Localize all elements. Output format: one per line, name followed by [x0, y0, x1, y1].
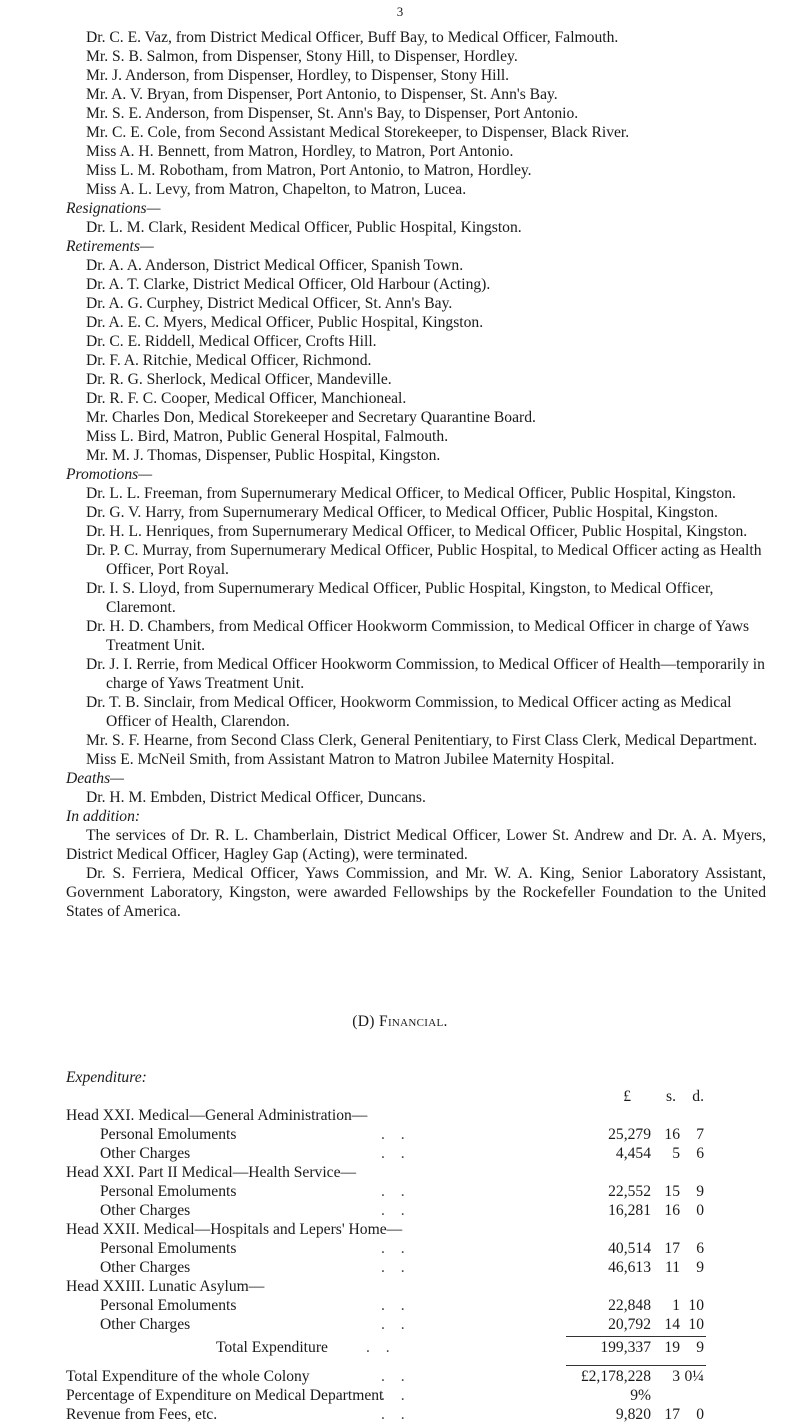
page-number: 3 [396, 4, 404, 19]
expenditure-row [66, 1144, 766, 1163]
row-label: Total Expenditure of the whole Colony [66, 1368, 310, 1385]
expenditure-head-row [66, 1277, 766, 1296]
leader-dots: . . [381, 1368, 411, 1385]
shillings-value: 16 [664, 1126, 680, 1143]
leader-dots: . . [381, 1406, 411, 1423]
leader-dots: . . [381, 1183, 411, 1200]
transfer-item: Miss A. H. Bennett, from Matron, Hordley, to Matron, Port Antonio. [86, 143, 514, 160]
total-pence: 9 [696, 1339, 704, 1356]
shillings-value: 16 [664, 1202, 680, 1219]
leader-dots: . . [381, 1202, 411, 1219]
retirement-item: Dr. A. G. Curphey, District Medical Officer, St. Ann's Bay. [86, 295, 453, 312]
pounds-unit: £ [623, 1088, 631, 1105]
row-label: Other Charges [100, 1316, 191, 1333]
pence-value: 6 [696, 1145, 704, 1162]
transfer-item: Mr. S. E. Anderson, from Dispenser, St. Ann's Bay, to Dispenser, Port Antonio. [86, 105, 579, 122]
total-rule-bottom [566, 1365, 706, 1366]
deaths-heading: Deaths— [66, 770, 125, 787]
expenditure-head-row [66, 1106, 766, 1125]
leader-dots: . . [381, 1316, 411, 1333]
pence-value: 0 [696, 1406, 704, 1423]
pence-value: 0 [696, 1202, 704, 1219]
row-label: Revenue from Fees, etc. [66, 1406, 218, 1423]
pence-value: 0¼ [684, 1368, 704, 1385]
promotion-item: Dr. L. L. Freeman, from Supernumerary Medical Officer, to Medical Officer, Public Hospital, Kingston. [86, 485, 736, 502]
retirement-item: Mr. M. J. Thomas, Dispenser, Public Hospital, Kingston. [86, 447, 441, 464]
row-label: Head XXI. Part II Medical—Health Service— [66, 1164, 357, 1181]
pounds-value: 4,454 [615, 1145, 651, 1162]
row-label: Personal Emoluments [100, 1126, 237, 1143]
leader-dots: . . [381, 1387, 411, 1404]
retirement-item: Dr. F. A. Ritchie, Medical Officer, Richmond. [86, 352, 372, 369]
retirement-item: Mr. Charles Don, Medical Storekeeper and Secretary Quarantine Board. [86, 409, 536, 426]
expenditure-row [66, 1296, 766, 1315]
promotion-item: Mr. S. F. Hearne, from Second Class Clerk, General Penitentiary, to First Class Clerk, Medical Department. [86, 732, 758, 749]
expenditure-head-row [66, 1220, 766, 1239]
promotion-item: Dr. H. D. Chambers, from Medical Officer Hookworm Commission, to Medical Officer in charge of Yaws Treatment Unit. [86, 618, 750, 654]
promotion-item: Dr. P. C. Murray, from Supernumerary Medical Officer, Public Hospital, to Medical Officer acting as Health Officer, Port Royal. [86, 542, 762, 578]
promotion-item: Dr. J. I. Rerrie, from Medical Officer Hookworm Commission, to Medical Officer of Health—temporarily in charge of Yaws Treatment Unit. [86, 656, 765, 692]
personnel-changes [66, 28, 766, 921]
retirement-item: Dr. R. F. C. Cooper, Medical Officer, Manchioneal. [86, 390, 407, 407]
expenditure-row [66, 1239, 766, 1258]
promotion-item: Miss E. McNeil Smith, from Assistant Matron to Matron Jubilee Maternity Hospital. [86, 751, 615, 768]
total-rule-top [566, 1336, 706, 1337]
resignation-item: Dr. L. M. Clark, Resident Medical Officer, Public Hospital, Kingston. [86, 219, 522, 236]
in-addition-paragraph: Dr. S. Ferriera, Medical Officer, Yaws Commission, and Mr. W. A. King, Senior Laboratory Assistant, Government Laboratory, Kingston, were awarded Fellowships by the Rockefeller Foundation to the United States of America. [66, 865, 766, 920]
pounds-value: £2,178,228 [580, 1368, 651, 1385]
shillings-value: 5 [672, 1145, 680, 1162]
row-label: Other Charges [100, 1259, 191, 1276]
expenditure-summary [66, 1367, 766, 1424]
pence-value: 9 [696, 1183, 704, 1200]
promotion-item: Dr. T. B. Sinclair, from Medical Officer, Hookworm Commission, to Medical Officer acting as Medical Officer of Health, Clarendon. [86, 694, 732, 730]
pence-value: 9 [696, 1259, 704, 1276]
pounds-value: 22,848 [608, 1297, 651, 1314]
row-label: Other Charges [100, 1145, 191, 1162]
in-addition-paragraph: The services of Dr. R. L. Chamberlain, District Medical Officer, Lower St. Andrew and Dr. A. A. Myers, District Medical Officer, Hagley Gap (Acting), were terminated. [66, 827, 766, 863]
retirement-item: Dr. A. T. Clarke, District Medical Officer, Old Harbour (Acting). [86, 276, 491, 293]
retirement-item: Miss L. Bird, Matron, Public General Hospital, Falmouth. [86, 428, 449, 445]
transfer-item: Dr. C. E. Vaz, from District Medical Officer, Buff Bay, to Medical Officer, Falmouth. [86, 29, 619, 46]
death-item: Dr. H. M. Embden, District Medical Officer, Duncans. [86, 789, 426, 806]
retirement-item: Dr. A. A. Anderson, District Medical Officer, Spanish Town. [86, 257, 464, 274]
promotion-item: Dr. I. S. Lloyd, from Supernumerary Medical Officer, Public Hospital, Kingston, to Medical Officer, Claremont. [86, 580, 714, 616]
row-label: Head XXIII. Lunatic Asylum— [66, 1278, 265, 1295]
pence-unit: d. [692, 1088, 704, 1105]
leader-dots: . . [366, 1339, 396, 1356]
row-label: Percentage of Expenditure on Medical Department [66, 1387, 384, 1404]
shillings-unit: s. [666, 1088, 676, 1105]
transfer-item: Miss A. L. Levy, from Matron, Chapelton, to Matron, Lucea. [86, 181, 467, 198]
pounds-value: 22,552 [608, 1183, 651, 1200]
resignations-heading: Resignations— [66, 200, 161, 217]
retirements-heading: Retirements— [66, 238, 154, 255]
expenditure-row [66, 1315, 766, 1334]
expenditure-row [66, 1182, 766, 1201]
promotions-heading: Promotions— [66, 466, 153, 483]
transfers-list [66, 28, 766, 199]
pounds-value: 20,792 [608, 1316, 651, 1333]
expenditure-row [66, 1258, 766, 1277]
shillings-value: 14 [664, 1316, 680, 1333]
leader-dots: . . [381, 1297, 411, 1314]
promotion-item: Dr. H. L. Henriques, from Supernumerary Medical Officer, to Medical Officer, Public Hospital, Kingston. [86, 523, 748, 540]
pounds-value: 9,820 [615, 1406, 651, 1423]
transfer-item: Miss L. M. Robotham, from Matron, Port Antonio, to Matron, Hordley. [86, 162, 532, 179]
shillings-value: 11 [664, 1259, 680, 1276]
shillings-value: 17 [664, 1406, 680, 1423]
row-label: Personal Emoluments [100, 1297, 237, 1314]
pounds-value: 40,514 [608, 1240, 651, 1257]
expenditure-head-row [66, 1163, 766, 1182]
pence-value: 6 [696, 1240, 704, 1257]
promotion-item: Dr. G. V. Harry, from Supernumerary Medical Officer, to Medical Officer, Public Hospital, Kingston. [86, 504, 718, 521]
expenditure-heading: Expenditure: [66, 1069, 147, 1086]
expenditure-row [66, 1405, 766, 1424]
transfer-item: Mr. S. B. Salmon, from Dispenser, Stony Hill, to Dispenser, Hordley. [86, 48, 518, 65]
in-addition-heading: In addition: [66, 808, 141, 825]
pence-value: 7 [696, 1126, 704, 1143]
financial-section-title: (D) Financial. [352, 1013, 448, 1030]
leader-dots: . . [381, 1126, 411, 1143]
row-label: Head XXI. Medical—General Administration— [66, 1107, 368, 1124]
row-label: Head XXII. Medical—Hospitals and Lepers' Home— [66, 1221, 403, 1238]
shillings-value: 1 [672, 1297, 680, 1314]
expenditure-row [66, 1367, 766, 1386]
pounds-value: 16,281 [608, 1202, 651, 1219]
retirement-item: Dr. A. E. C. Myers, Medical Officer, Public Hospital, Kingston. [86, 314, 484, 331]
transfer-item: Mr. A. V. Bryan, from Dispenser, Port Antonio, to Dispenser, St. Ann's Bay. [86, 86, 558, 103]
retirement-item: Dr. C. E. Riddell, Medical Officer, Crofts Hill. [86, 333, 377, 350]
shillings-value: 17 [664, 1240, 680, 1257]
row-label: Other Charges [100, 1202, 191, 1219]
total-pounds: 199,337 [600, 1339, 651, 1356]
leader-dots: . . [381, 1240, 411, 1257]
total-expenditure-row [66, 1338, 766, 1357]
row-label: Personal Emoluments [100, 1240, 237, 1257]
pounds-value: 25,279 [608, 1126, 651, 1143]
expenditure-row [66, 1201, 766, 1220]
total-label: Total Expenditure [216, 1339, 328, 1356]
pounds-value: 46,613 [608, 1259, 651, 1276]
pence-value: 10 [688, 1316, 704, 1333]
shillings-value: 3 [672, 1368, 680, 1385]
transfer-item: Mr. J. Anderson, from Dispenser, Hordley, to Dispenser, Stony Hill. [86, 67, 510, 84]
retirement-item: Dr. R. G. Sherlock, Medical Officer, Mandeville. [86, 371, 392, 388]
expenditure-row [66, 1125, 766, 1144]
shillings-value: 15 [664, 1183, 680, 1200]
row-label: Personal Emoluments [100, 1183, 237, 1200]
pounds-value: 9% [630, 1387, 651, 1404]
total-shillings: 19 [664, 1339, 680, 1356]
leader-dots: . . [381, 1259, 411, 1276]
expenditure-table [66, 1068, 766, 1424]
currency-units-row [66, 1087, 766, 1106]
transfer-item: Mr. C. E. Cole, from Second Assistant Medical Storekeeper, to Dispenser, Black River. [86, 124, 630, 141]
leader-dots: . . [381, 1145, 411, 1162]
expenditure-rows [66, 1106, 766, 1334]
expenditure-row [66, 1386, 766, 1405]
pence-value: 10 [688, 1297, 704, 1314]
